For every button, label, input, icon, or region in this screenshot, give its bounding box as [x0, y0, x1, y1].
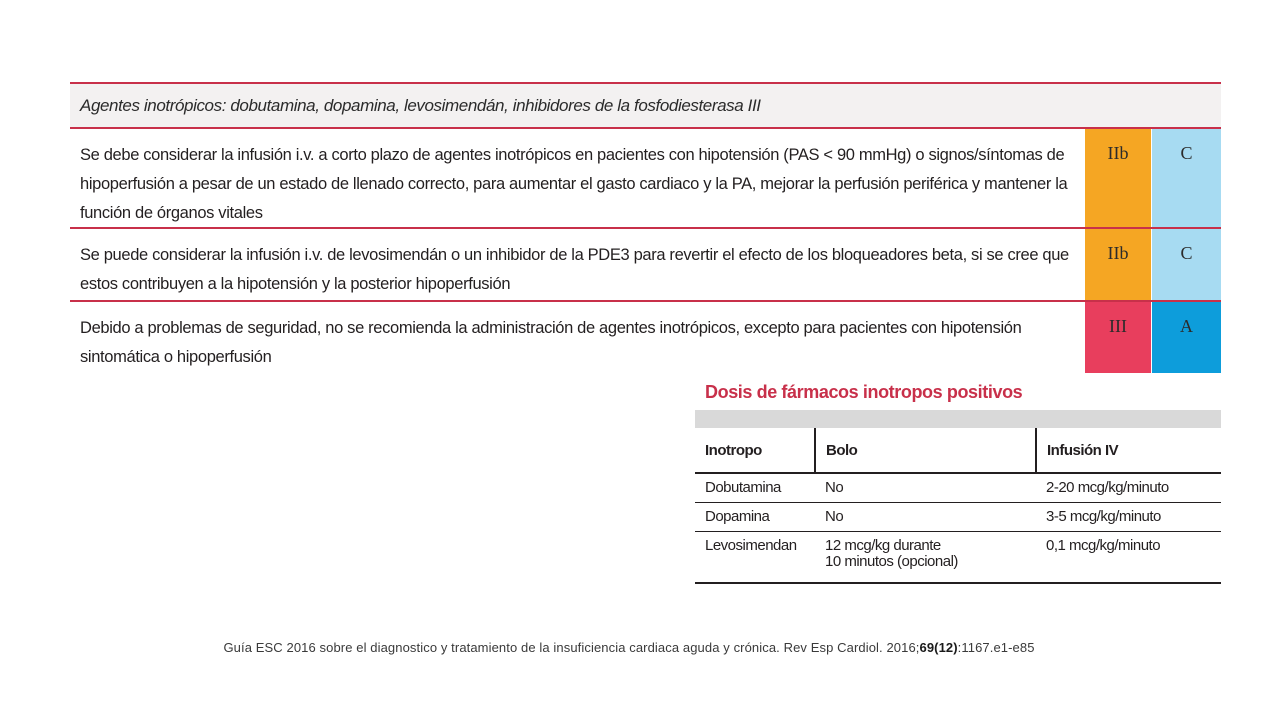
bolo-line: 10 minutos (opcional)	[825, 553, 958, 570]
drug-cell: Levosimendan	[695, 532, 815, 584]
recommendation-row-1	[70, 129, 1221, 227]
table-row	[695, 532, 1221, 584]
dose-table-header-row	[695, 428, 1221, 473]
level-badge: C	[1152, 229, 1221, 300]
recommendation-row-2	[70, 229, 1221, 300]
drug-cell: Dobutamina	[695, 473, 815, 503]
recommendation-text: Debido a problemas de seguridad, no se recomienda la administración de agentes inotrópicos, excepto para pacientes con hipotensión sintomática o hipoperfusión	[70, 302, 1085, 373]
level-badge: C	[1152, 129, 1221, 227]
bolo-cell	[815, 473, 1036, 503]
citation	[0, 640, 1258, 655]
citation-pages: :1167.e1-e85	[957, 640, 1035, 655]
bolo-cell	[815, 532, 1036, 584]
recommendations-table	[70, 82, 1221, 373]
recommendation-text: Se debe considerar la infusión i.v. a corto plazo de agentes inotrópicos en pacientes con hipotensión (PAS < 90 mmHg) o signos/síntomas de hipoperfusión a pesar de un estado de llenado correcto, para aumentar el gasto cardiaco y la PA, mejorar la perfusión periférica y mantener la función de órganos vitales	[70, 129, 1085, 227]
class-badge: IIb	[1085, 229, 1152, 300]
column-header-infusion: Infusión IV	[1036, 428, 1221, 473]
bolo-line: 12 mcg/kg durante	[825, 537, 941, 554]
dose-table-title: Dosis de fármacos inotropos positivos	[705, 382, 1023, 402]
infusion-cell: 3-5 mcg/kg/minuto	[1036, 503, 1221, 532]
infusion-cell: 0,1 mcg/kg/minuto	[1036, 532, 1221, 584]
recommendation-row-3	[70, 302, 1221, 373]
dose-table-band	[695, 410, 1221, 428]
dose-table	[695, 428, 1221, 584]
column-header-inotropo: Inotropo	[695, 428, 815, 473]
class-badge: III	[1085, 302, 1152, 373]
recommendation-text: Se puede considerar la infusión i.v. de levosimendán o un inhibidor de la PDE3 para revertir el efecto de los bloqueadores beta, si se cree que estos contribuyen a la hipotensión y la posterior hipoperfusión	[70, 229, 1085, 300]
table-row	[695, 473, 1221, 503]
bolo-cell	[815, 503, 1036, 532]
bolo-line: No	[825, 479, 844, 496]
table-row	[695, 503, 1221, 532]
citation-volume: 69(12)	[919, 640, 958, 655]
recommendations-header: Agentes inotrópicos: dobutamina, dopamina, levosimendán, inhibidores de la fosfodiesterasa III	[70, 84, 1221, 127]
drug-cell: Dopamina	[695, 503, 815, 532]
column-header-bolo: Bolo	[815, 428, 1036, 473]
level-badge: A	[1152, 302, 1221, 373]
class-badge: IIb	[1085, 129, 1152, 227]
citation-text: Guía ESC 2016 sobre el diagnostico y tratamiento de la insuficiencia cardiaca aguda y crónica. Rev Esp Cardiol. 2016;	[223, 640, 920, 655]
infusion-cell: 2-20 mcg/kg/minuto	[1036, 473, 1221, 503]
bolo-line: No	[825, 508, 844, 525]
